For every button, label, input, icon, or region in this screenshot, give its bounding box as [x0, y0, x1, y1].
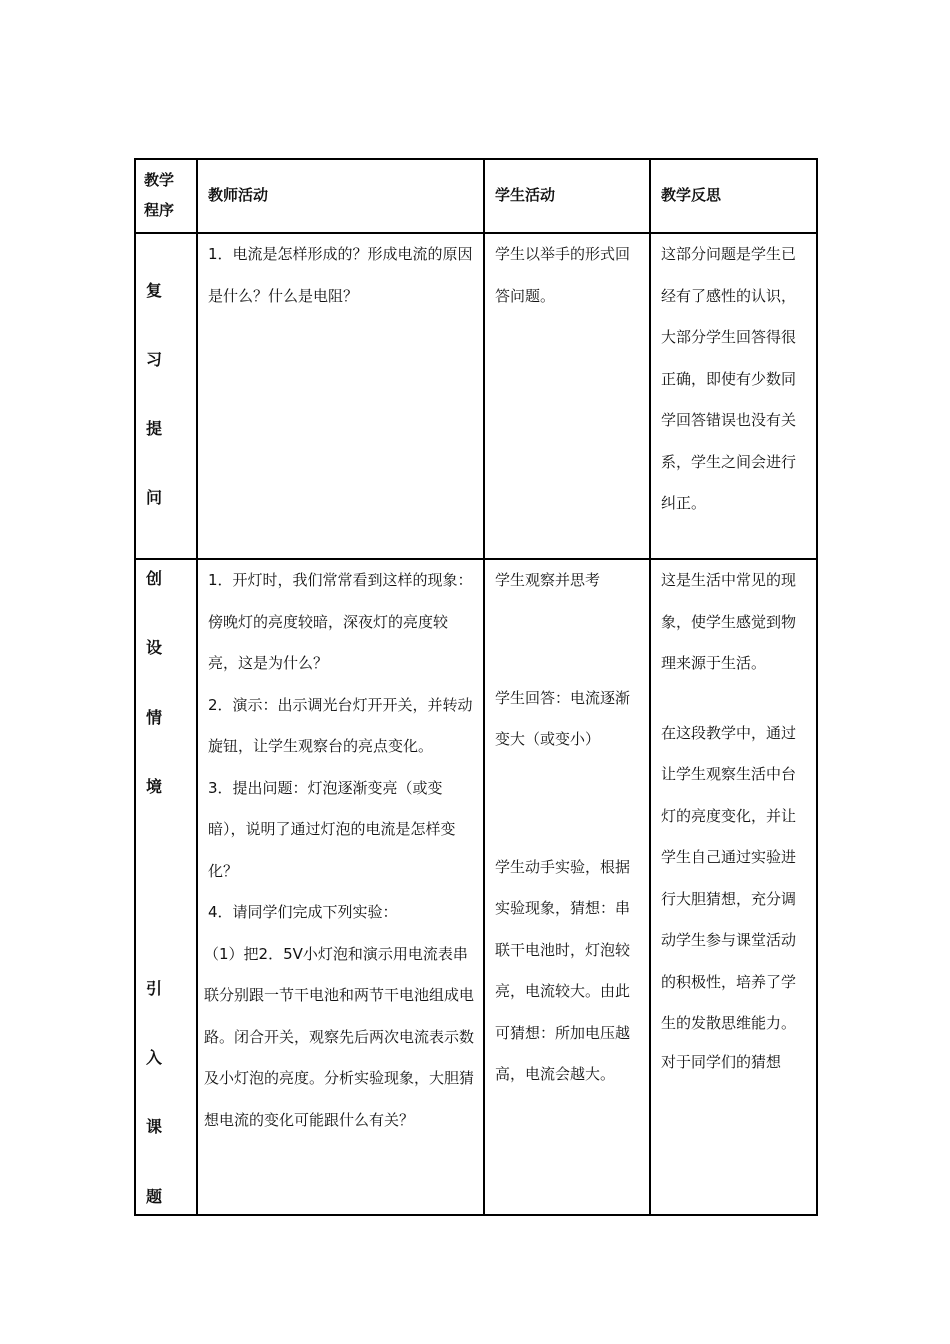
- reflection-text: 这是生活中常见的现象，使学生感觉到物理来源于生活。: [661, 571, 797, 672]
- stage-char: 习: [146, 350, 163, 369]
- teacher-activity-text: 1．开灯时，我们常常看到这样的现象：傍晚灯的亮度较暗，深夜灯的亮度较亮，这是为什么？: [208, 571, 473, 672]
- stage-char: 设: [146, 638, 163, 657]
- stage-char: 入: [146, 1048, 163, 1067]
- header-student-cell: [484, 159, 650, 233]
- teacher-activity-text: 2．演示：出示调光台灯开开关，并转动旋钮，让学生观察台的亮点变化。: [208, 695, 473, 755]
- table-row: [135, 559, 817, 1215]
- teacher-activity-text: 4．请同学们完成下列实验：: [208, 903, 398, 921]
- reflection-text: 这部分问题是学生已经有了感性的认识，大部分学生回答得很正确，即使有少数同学回答错误也没有关系，学生之间会进行纠正。: [661, 245, 797, 512]
- header-teacher: 教师活动: [208, 186, 269, 204]
- student-activity-text: 学生以举手的形式回答问题。: [495, 245, 631, 305]
- teacher-activity-text: 1．电流是怎样形成的？形成电流的原因是什么？什么是电阻？: [208, 245, 473, 305]
- lesson-plan-table: [134, 158, 818, 1216]
- reflection-text: 在这段教学中，通过让学生观察生活中台灯的亮度变化，并让学生自己通过实验进行大胆猜想，充分调动学生参与课堂活动的积极性，培养了学生的发散思维能力。: [661, 723, 797, 1032]
- stage-char: 题: [146, 1187, 163, 1206]
- table-header-row: [135, 159, 817, 233]
- header-student: 学生活动: [495, 186, 556, 204]
- stage-char: 创: [146, 569, 163, 588]
- table-row: [135, 233, 817, 559]
- student-activity-text: 学生动手实验，根据实验现象，猜想：串联干电池时，灯泡较亮，电流较大。由此可猜想：所加电压越高，电流会越大。: [495, 857, 631, 1083]
- student-activity-cell: [484, 233, 650, 559]
- header-stage-cell: [135, 159, 197, 233]
- header-stage: 教学程序: [144, 171, 175, 219]
- teacher-activity-cell: [197, 233, 484, 559]
- teacher-activity-text: （1）把2．5V小灯泡和演示用电流表串联分别跟一节干电池和两节干电池组成电路。闭合开关，观察先后两次电流表示数及小灯泡的亮度。分析实验现象，大胆猜想电流的变化可能跟什么有关？: [204, 944, 475, 1129]
- stage-char: 境: [146, 777, 163, 796]
- header-reflection-cell: [650, 159, 817, 233]
- stage-char: 问: [146, 488, 163, 507]
- teacher-activity-cell: [197, 559, 484, 1215]
- stage-char: 课: [146, 1117, 163, 1136]
- reflection-cell: [650, 559, 817, 1215]
- student-activity-text: 学生回答：电流逐渐变大（或变小）: [495, 688, 631, 748]
- stage-char: 引: [146, 979, 163, 998]
- stage-char: 情: [146, 708, 163, 727]
- student-activity-text: 学生观察并思考: [495, 571, 601, 589]
- reflection-cell: [650, 233, 817, 559]
- student-activity-cell: [484, 559, 650, 1215]
- header-reflection: 教学反思: [661, 186, 722, 204]
- stage-cell-intro: [135, 559, 197, 1215]
- teacher-activity-text: 3．提出问题：灯泡逐渐变亮（或变暗），说明了通过灯泡的电流是怎样变化？: [208, 778, 456, 880]
- stage-cell-review: [135, 233, 197, 559]
- reflection-text: 对于同学们的猜想: [661, 1052, 782, 1071]
- stage-char: 提: [146, 419, 163, 438]
- stage-char: 复: [146, 281, 163, 300]
- header-teacher-cell: [197, 159, 484, 233]
